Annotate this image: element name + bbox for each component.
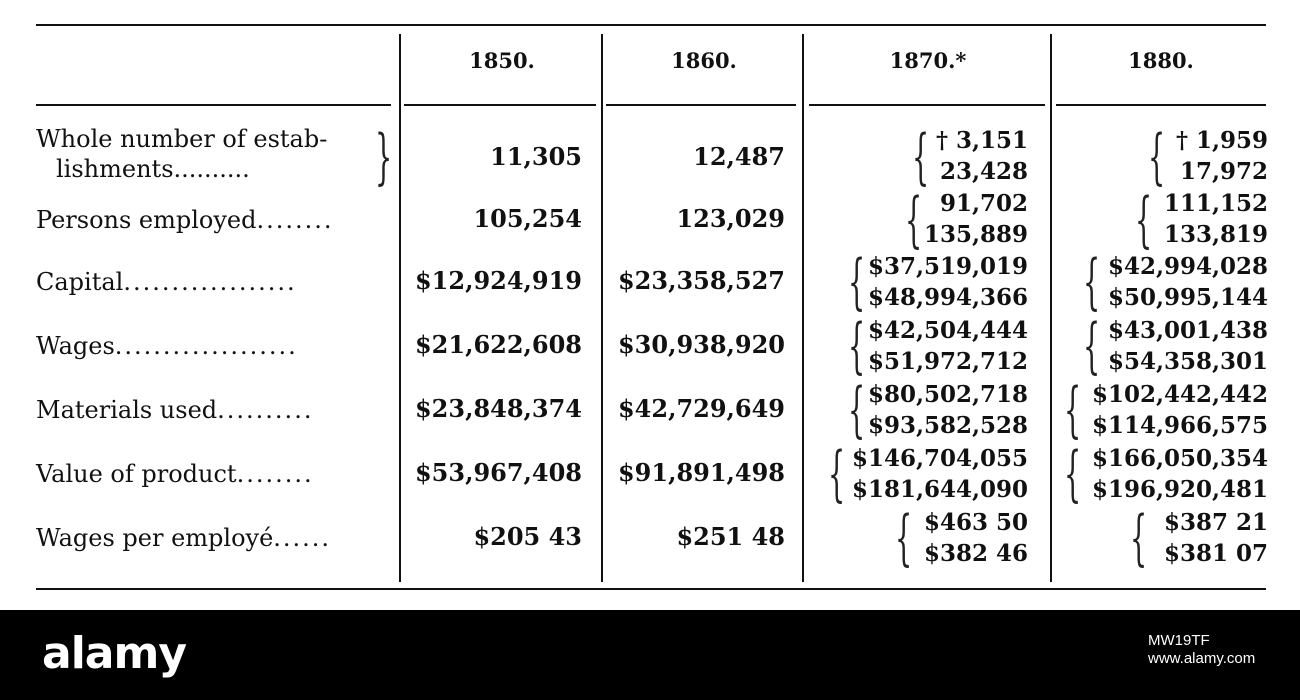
- cell-1870-line2: 23,428: [939, 158, 1028, 185]
- leader-dots: ........: [256, 206, 334, 234]
- column-header-1860: 1860.: [671, 48, 737, 73]
- cell-1880-line1: $43,001,438: [1107, 317, 1268, 344]
- column-header-1850: 1850.: [469, 48, 535, 73]
- cell-1870: [868, 315, 1028, 377]
- cell-1870-line2: $181,644,090: [851, 476, 1028, 503]
- cell-1880: [1108, 315, 1268, 377]
- row-label: Value of product........: [36, 460, 314, 488]
- row-label-line2: lishments: [56, 155, 174, 183]
- cell-1880-line1: † 1,959: [1175, 127, 1268, 154]
- cell-1860: $42,729,649: [617, 394, 785, 423]
- row-label: Materials used..........: [36, 396, 314, 424]
- cell-1850: 11,305: [490, 142, 582, 171]
- cell-1880-line2: $114,966,575: [1091, 412, 1268, 439]
- cell-1850: $21,622,608: [414, 330, 582, 359]
- brace-icon: {: [1083, 311, 1101, 381]
- brace-icon: {: [1064, 375, 1082, 445]
- cell-1870: [924, 188, 1028, 250]
- brace-icon: {: [905, 185, 923, 255]
- cell-1870: [852, 443, 1028, 505]
- cell-1880: [1164, 188, 1268, 250]
- cell-1870-line1: † 3,151: [935, 127, 1028, 154]
- row-label: [36, 124, 327, 184]
- cell-1870-line2: $93,582,528: [867, 412, 1028, 439]
- column-header-1870: 1870.*: [889, 48, 967, 73]
- cell-1860: $30,938,920: [617, 330, 785, 359]
- brace-icon: {: [1135, 185, 1153, 255]
- cell-1880-line2: 17,972: [1179, 158, 1268, 185]
- brace-icon: {: [828, 439, 846, 509]
- column-header-1880: 1880.: [1128, 48, 1194, 73]
- cell-1870-line1: $37,519,019: [867, 253, 1028, 280]
- cell-1880: [1108, 251, 1268, 313]
- leader-dots: ..........: [217, 396, 314, 424]
- cell-1870-line1: $80,502,718: [867, 381, 1028, 408]
- watermark-url: www.alamy.com: [1148, 650, 1256, 667]
- brace-icon: {: [912, 122, 930, 192]
- cell-1850: $23,848,374: [414, 394, 582, 423]
- leader-dots: ........: [236, 460, 314, 488]
- column-divider: [399, 34, 401, 582]
- cell-1880-line1: 111,152: [1163, 190, 1268, 217]
- header-underline: [809, 104, 1045, 106]
- cell-1870-line1: $42,504,444: [867, 317, 1028, 344]
- cell-1850: 105,254: [473, 204, 582, 233]
- brace-icon: {: [1130, 503, 1148, 573]
- top-rule: [36, 24, 1266, 26]
- cell-1880: [1176, 125, 1268, 187]
- cell-1860: 123,029: [676, 204, 785, 233]
- watermark-banner: [0, 610, 1300, 700]
- header-underline: [606, 104, 796, 106]
- cell-1870-line2: 135,889: [923, 221, 1028, 248]
- cell-1880: [1092, 443, 1268, 505]
- column-divider: [802, 34, 804, 582]
- brace-icon: {: [848, 247, 866, 317]
- cell-1870-line2: $382 46: [923, 540, 1028, 567]
- cell-1870: [936, 125, 1028, 187]
- leader-dots: ......: [273, 524, 332, 552]
- column-divider: [1050, 34, 1052, 582]
- cell-1850: $205 43: [473, 522, 582, 551]
- watermark-image-id: MW19TF: [1148, 632, 1210, 649]
- brace-icon: {: [848, 375, 866, 445]
- row-label-line1: Whole number of estab-: [36, 125, 328, 153]
- cell-1880-line2: $54,358,301: [1107, 348, 1268, 375]
- header-underline: [404, 104, 596, 106]
- cell-1860: $23,358,527: [617, 266, 785, 295]
- column-divider: [601, 34, 603, 582]
- cell-1850: $12,924,919: [414, 266, 582, 295]
- cell-1880-line2: $381 07: [1163, 540, 1268, 567]
- cell-1870: [924, 507, 1028, 569]
- brace-icon: }: [375, 122, 393, 192]
- cell-1870-line1: 91,702: [939, 190, 1028, 217]
- cell-1870: [868, 251, 1028, 313]
- cell-1860: $91,891,498: [617, 458, 785, 487]
- leader-dots: ..................: [123, 268, 297, 296]
- cell-1880: [1164, 507, 1268, 569]
- cell-1880-line2: $196,920,481: [1091, 476, 1268, 503]
- row-label: Persons employed........: [36, 206, 334, 234]
- cell-1880: [1092, 379, 1268, 441]
- cell-1850: $53,967,408: [414, 458, 582, 487]
- bottom-rule: [36, 588, 1266, 590]
- cell-1860: 12,487: [693, 142, 785, 171]
- header-underline: [1056, 104, 1266, 106]
- cell-1880-line1: $387 21: [1163, 509, 1268, 536]
- cell-1880-line1: $102,442,442: [1091, 381, 1268, 408]
- cell-1880-line2: $50,995,144: [1107, 284, 1268, 311]
- brace-icon: {: [1064, 439, 1082, 509]
- leader-dots: ...................: [114, 332, 298, 360]
- cell-1870-line2: $51,972,712: [867, 348, 1028, 375]
- cell-1870-line1: $463 50: [923, 509, 1028, 536]
- header-underline: [36, 104, 391, 106]
- cell-1860: $251 48: [676, 522, 785, 551]
- row-label: Capital..................: [36, 268, 297, 296]
- brace-icon: {: [1083, 247, 1101, 317]
- brace-icon: {: [895, 503, 913, 573]
- cell-1870-line1: $146,704,055: [851, 445, 1028, 472]
- leader-dots: ..........: [173, 155, 250, 183]
- watermark-logo: alamy: [42, 628, 186, 679]
- cell-1880-line2: 133,819: [1163, 221, 1268, 248]
- cell-1880-line1: $42,994,028: [1107, 253, 1268, 280]
- cell-1870-line2: $48,994,366: [867, 284, 1028, 311]
- brace-icon: {: [1148, 122, 1166, 192]
- row-label: Wages per employé......: [36, 524, 332, 552]
- cell-1880-line1: $166,050,354: [1091, 445, 1268, 472]
- cell-1870: [868, 379, 1028, 441]
- row-label: Wages...................: [36, 332, 298, 360]
- brace-icon: {: [848, 311, 866, 381]
